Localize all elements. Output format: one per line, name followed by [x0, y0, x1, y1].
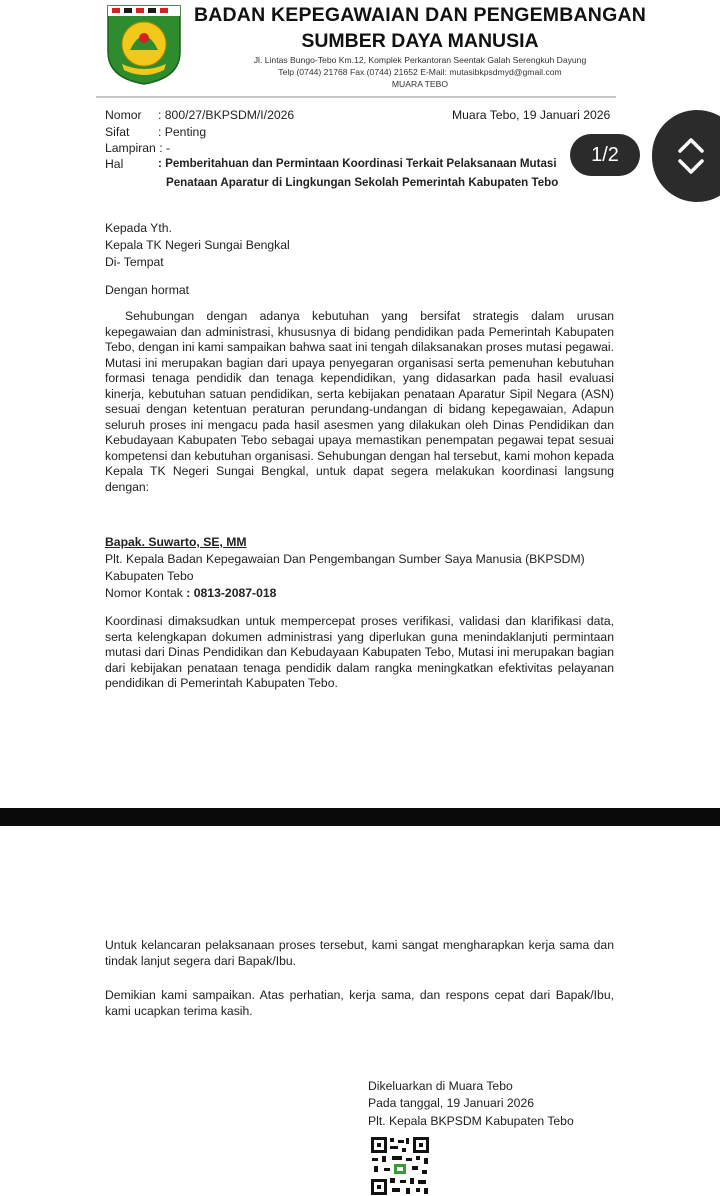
contact-region: Kabupaten Tebo	[105, 569, 194, 583]
agency-address: Jl. Lintas Bungo-Tebo Km.12, Komplek Perkantoran Seentak Galah Serengkuh Dayung	[253, 55, 587, 65]
addressee-line1: Kepada Yth.	[105, 221, 172, 235]
greeting: Dengan hormat	[105, 283, 190, 297]
contact-phone-row	[105, 586, 276, 600]
closing-paragraph-2: Demikian kami sampaikan. Atas perhatian, kerja sama, dan respons cepat dari Bapak/Ibu, kami ucapkan terima kasih.	[105, 988, 614, 1018]
letter-date: Muara Tebo, 19 Januari 2026	[452, 108, 611, 122]
agency-contact: Telp (0744) 21768 Fax (0744) 21652 E-Mail: mutasibkpsdmyd@gmail.com	[278, 67, 562, 77]
closing-paragraph-1: Untuk kelancaran pelaksanaan proses tersebut, kami sangat mengharapkan kerja sama dan tindak lanjut segera dari Bapak/Ibu.	[105, 938, 614, 968]
body-paragraph-1: Sehubungan dengan adanya kebutuhan yang bersifat strategis dalam urusan kepegawaian dan administrasi, khususnya di bidang pendidikan pada Pemerintah Kabupaten Tebo, dengan ini kami sampaikan bahwa saat ini tengah dilaksanakan proses mutasi pegawai. Mutasi ini merupakan bagian dari upaya penyegaran organisasi serta pemenuhan kebutuhan formasi tenaga pendidik dan tenaga kependidikan, yang didasarkan pada hasil evaluasi kinerja, kebutuhan satuan pendidikan, serta kebijakan penataan Aparatur Sipil Negara (ASN) sesuai dengan ketentuan peraturan perundang-undangan di bidang kepegawaian, Adapun seluruh proses ini mengacu pada hasil asesmen yang dilakukan oleh Dinas Pendidikan dan Kebudayaan Kabupaten Tebo sebagai upaya memastikan penempatan pegawai tepat sesuai kompetensi dan kebutuhan organisasi. Sehubungan dengan hal tersebut, kami mohon kepada Kepala TK Negeri Sungai Bengkal, untuk dapat segera melakukan koordinasi langsung dengan:	[105, 309, 614, 494]
sifat-value: : Penting	[158, 125, 207, 139]
agency-name-line2: SUMBER DAYA MANUSIA	[301, 30, 539, 52]
hal-value-line1: : Pemberitahuan dan Permintaan Koordinasi Terkait Pelaksanaan Mutasi	[158, 157, 557, 170]
hal-value-line2: Penataan Aparatur di Lingkungan Sekolah Pemerintah Kabupaten Tebo	[166, 176, 559, 189]
lampiran-label: Lampiran : -	[105, 141, 171, 155]
page-separator	[0, 808, 720, 826]
sifat-label: Sifat	[105, 125, 130, 139]
nomor-value: : 800/27/BKPSDM/I/2026	[158, 108, 295, 122]
contact-phone-value: : 0813-2087-018	[186, 586, 277, 600]
signer-title: Plt. Kepala BKPSDM Kabupaten Tebo	[368, 1114, 574, 1128]
contact-phone-label: Nomor Kontak	[105, 586, 183, 600]
nomor-label: Nomor	[105, 108, 142, 122]
issued-at: Dikeluarkan di Muara Tebo	[368, 1079, 513, 1093]
hal-label: Hal	[105, 157, 124, 171]
issued-date: Pada tanggal, 19 Januari 2026	[368, 1096, 535, 1110]
chevron-up-icon[interactable]	[676, 134, 706, 156]
addressee-line3: Di- Tempat	[105, 255, 164, 269]
contact-name: Bapak. Suwarto, SE, MM	[105, 535, 247, 549]
addressee-line2: Kepala TK Negeri Sungai Bengkal	[105, 238, 290, 252]
qr-code-icon	[370, 1136, 430, 1196]
chevron-down-icon[interactable]	[676, 156, 706, 178]
agency-city: MUARA TEBO	[391, 79, 449, 89]
contact-position: Plt. Kepala Badan Kepegawaian Dan Pengembangan Sumber Saya Manusia (BKPSDM)	[105, 552, 585, 566]
body-paragraph-2: Koordinasi dimaksudkan untuk mempercepat proses verifikasi, validasi dan klarifikasi data, serta kelengkapan dokumen administrasi yang diperlukan guna menindaklanjuti permintaan mutasi dari Dinas Pendidikan dan Kebudayaan Kabupaten Tebo, Mutasi ini merupakan bagian dari kebijakan penataan tenaga pendidik dalam rangka meningkatkan efektivitas pelayanan pendidikan di Pemerintah Kabupaten Tebo.	[105, 614, 614, 690]
agency-name-line1: BADAN KEPEGAWAIAN DAN PENGEMBANGAN	[193, 4, 647, 26]
page-indicator: 1/2	[570, 134, 640, 176]
letterhead-divider	[96, 96, 616, 98]
document-page-2	[0, 826, 720, 1196]
kabupaten-emblem-logo	[104, 0, 184, 86]
